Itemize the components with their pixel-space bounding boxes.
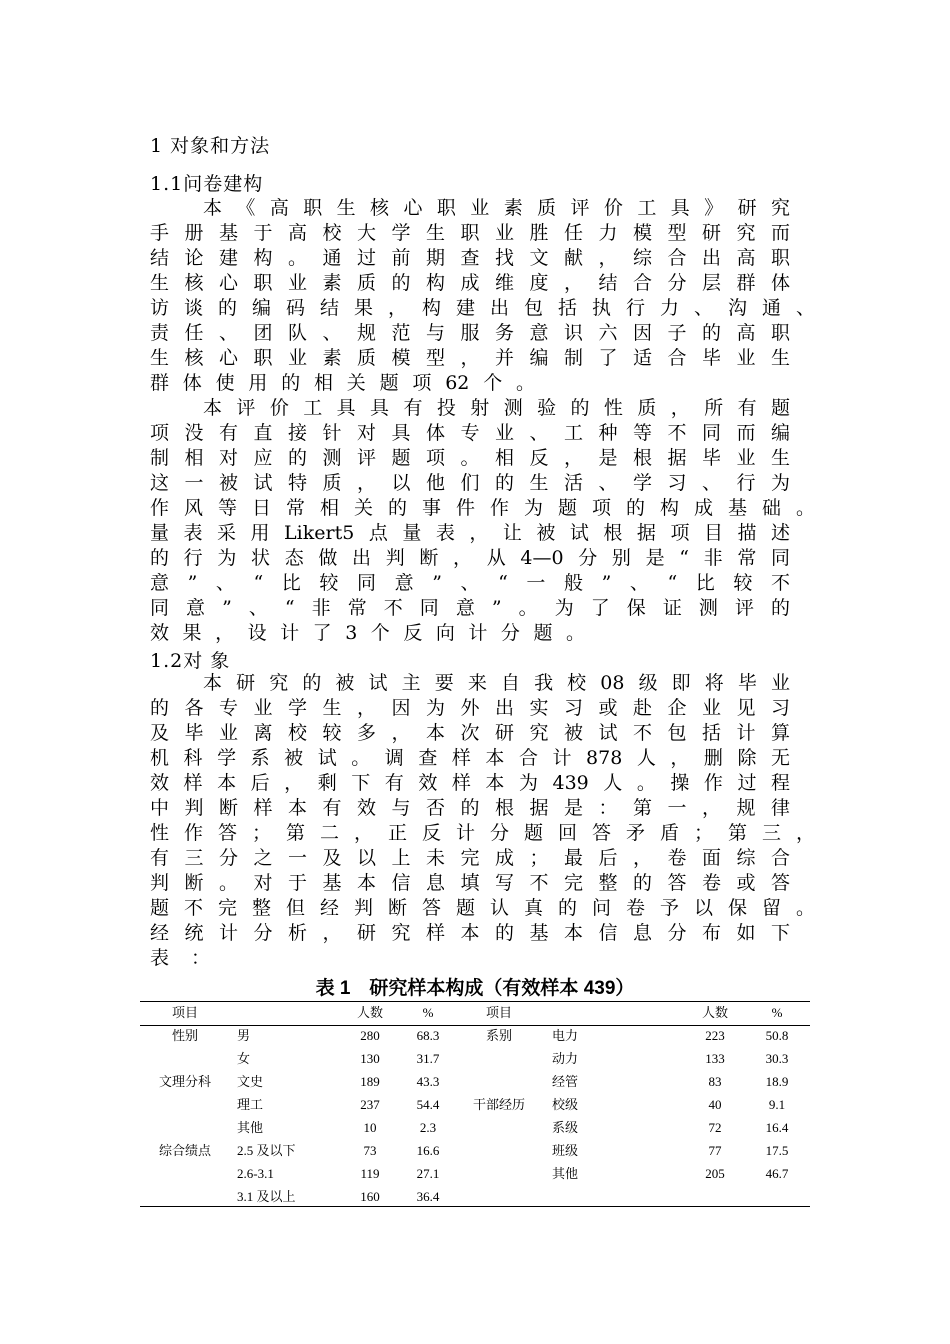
table-cell-group: 性别 xyxy=(171,1028,198,1043)
table-cell-pct: 17.5 xyxy=(765,1143,789,1158)
table-header-pct-right: % xyxy=(771,1005,783,1020)
table-cell-sub: 班级 xyxy=(552,1143,579,1158)
paragraph-line: 有三分之一及以上未完成；最后，卷面综合 xyxy=(150,847,790,869)
table-cell-pct: 50.8 xyxy=(765,1028,789,1043)
table-cell-count: 10 xyxy=(363,1120,377,1135)
table-cell-pct: 43.3 xyxy=(416,1074,440,1089)
table-cell-pct: 30.3 xyxy=(765,1051,789,1066)
table-cell-sub: 电力 xyxy=(552,1028,579,1043)
table-cell-count: 205 xyxy=(705,1166,725,1181)
table-cell-count: 237 xyxy=(360,1097,380,1112)
paragraph-line: 手册基于高校大学生职业胜任力模型研究而 xyxy=(150,222,790,244)
paragraph-line: 生核心职业素质的构成维度，结合分层群体 xyxy=(150,272,790,294)
section-title: 1 对象和方法 xyxy=(150,135,271,157)
table-cell-pct: 36.4 xyxy=(416,1189,440,1204)
paragraph-line: 群体使用的相关题项62个。 xyxy=(150,372,535,394)
paragraph-line: 效样本后，剩下有效样本为439人。操作过程 xyxy=(150,772,790,794)
table-header-pct-left: % xyxy=(422,1005,434,1020)
paragraph-line: 本评价工具具有投射测验的性质，所有题 xyxy=(203,397,790,419)
table-cell-pct: 9.1 xyxy=(768,1097,786,1112)
subsection-title-subjects: 1.2对 象 xyxy=(150,650,231,672)
table-cell-count: 189 xyxy=(360,1074,380,1089)
table-cell-pct: 54.4 xyxy=(416,1097,440,1112)
table-cell-sub: 动力 xyxy=(552,1051,579,1066)
paragraph-line: 表： xyxy=(150,947,210,969)
table-cell-group: 干部经历 xyxy=(472,1097,525,1112)
paragraph-line: 经统计分析，研究样本的基本信息分布如下 xyxy=(150,922,790,944)
table-cell-pct: 27.1 xyxy=(416,1166,440,1181)
table-cell-group: 文理分科 xyxy=(158,1074,211,1089)
paragraph-line: 的行为状态做出判断，从4—0分别是“非常同 xyxy=(150,547,790,569)
table-cell-pct: 16.4 xyxy=(765,1120,789,1135)
table-cell-pct: 31.7 xyxy=(416,1051,440,1066)
table-cell-count: 77 xyxy=(708,1143,722,1158)
paragraph-line: 这一被试特质，以他们的生活、学习、行为 xyxy=(150,472,790,494)
paragraph-line: 责任、团队、规范与服务意识六因子的高职 xyxy=(150,322,790,344)
paragraph-line: 题不完整但经判断答题认真的问卷予以保留。 xyxy=(150,897,815,919)
table-cell-group: 综合绩点 xyxy=(158,1143,211,1158)
table-cell-sub: 2.6-3.1 xyxy=(237,1166,274,1181)
table-bottom-rule xyxy=(140,1206,810,1207)
paragraph-line: 本研究的被试主要来自我校08级即将毕业 xyxy=(203,672,790,694)
paragraph-line: 本《高职生核心职业素质评价工具》研究 xyxy=(203,197,790,219)
table-cell-sub: 系级 xyxy=(552,1120,579,1135)
table-cell-sub: 校级 xyxy=(552,1097,579,1112)
table-cell-pct: 68.3 xyxy=(416,1028,440,1043)
paragraph-line: 意”、“比较同意”、“一般”、“比较不 xyxy=(150,572,790,594)
paragraph-line: 量表采用Likert5点量表，让被试根据项目描述 xyxy=(150,522,790,544)
table-header-rule xyxy=(140,1025,810,1026)
table-cell-count: 130 xyxy=(360,1051,380,1066)
paragraph-line: 的各专业学生，因为外出实习或赴企业见习 xyxy=(150,697,790,719)
paragraph-line: 项没有直接针对具体专业、工种等不同而编 xyxy=(150,422,790,444)
table-cell-count: 160 xyxy=(360,1189,380,1204)
paragraph-line: 性作答；第二，正反计分题回答矛盾；第三， xyxy=(150,822,815,844)
paragraph-line: 中判断样本有效与否的根据是：第一，规律 xyxy=(150,797,790,819)
table-cell-sub: 男 xyxy=(237,1028,251,1043)
subsection-title-questionnaire: 1.1问卷建构 xyxy=(150,173,264,195)
paragraph-line: 生核心职业素质模型，并编制了适合毕业生 xyxy=(150,347,790,369)
table-caption: 表 1 研究样本构成（有效样本 439） xyxy=(315,978,635,999)
table-cell-count: 133 xyxy=(705,1051,725,1066)
paragraph-line: 访谈的编码结果，构建出包括执行力、沟通、 xyxy=(150,297,815,319)
paragraph-line: 制相对应的测评题项。相反，是根据毕业生 xyxy=(150,447,790,469)
table-cell-sub: 2.5 及以下 xyxy=(237,1143,296,1158)
table-cell-sub: 其他 xyxy=(552,1166,579,1181)
table-cell-count: 40 xyxy=(708,1097,722,1112)
table-header-count-left: 人数 xyxy=(356,1005,383,1020)
paragraph-line: 判断。对于基本信息填写不完整的答卷或答 xyxy=(150,872,790,894)
table-cell-count: 119 xyxy=(360,1166,380,1181)
table-cell-sub: 文史 xyxy=(237,1074,264,1089)
table-cell-sub: 其他 xyxy=(237,1120,264,1135)
table-header-item-left: 项目 xyxy=(171,1005,198,1020)
table-cell-pct: 16.6 xyxy=(416,1143,440,1158)
paragraph-line: 机科学系被试。调查样本合计878人，删除无 xyxy=(150,747,790,769)
table-cell-count: 73 xyxy=(363,1143,377,1158)
table-cell-count: 72 xyxy=(708,1120,722,1135)
table-cell-pct: 2.3 xyxy=(419,1120,437,1135)
table-cell-group: 系别 xyxy=(485,1028,512,1043)
paragraph-line: 效果，设计了3个反向计分题。 xyxy=(150,622,585,644)
table-cell-count: 223 xyxy=(705,1028,725,1043)
table-header-count-right: 人数 xyxy=(701,1005,728,1020)
table-cell-sub: 女 xyxy=(237,1051,251,1066)
paragraph-line: 同意”、“非常不同意”。为了保证测评的 xyxy=(150,597,790,619)
paragraph-line: 及毕业离校较多，本次研究被试不包括计算 xyxy=(150,722,790,744)
table-top-rule xyxy=(140,1001,810,1002)
table-cell-sub: 3.1 及以上 xyxy=(237,1189,296,1204)
table-cell-count: 280 xyxy=(360,1028,380,1043)
table-cell-sub: 经管 xyxy=(552,1074,579,1089)
table-header-item-right: 项目 xyxy=(485,1005,512,1020)
table-cell-count: 83 xyxy=(708,1074,722,1089)
table-cell-sub: 理工 xyxy=(237,1097,264,1112)
paragraph-line: 结论建构。通过前期查找文献，综合出高职 xyxy=(150,247,790,269)
paragraph-line: 作风等日常相关的事件作为题项的构成基础。 xyxy=(150,497,815,519)
table-cell-pct: 18.9 xyxy=(765,1074,789,1089)
table-cell-pct: 46.7 xyxy=(765,1166,789,1181)
